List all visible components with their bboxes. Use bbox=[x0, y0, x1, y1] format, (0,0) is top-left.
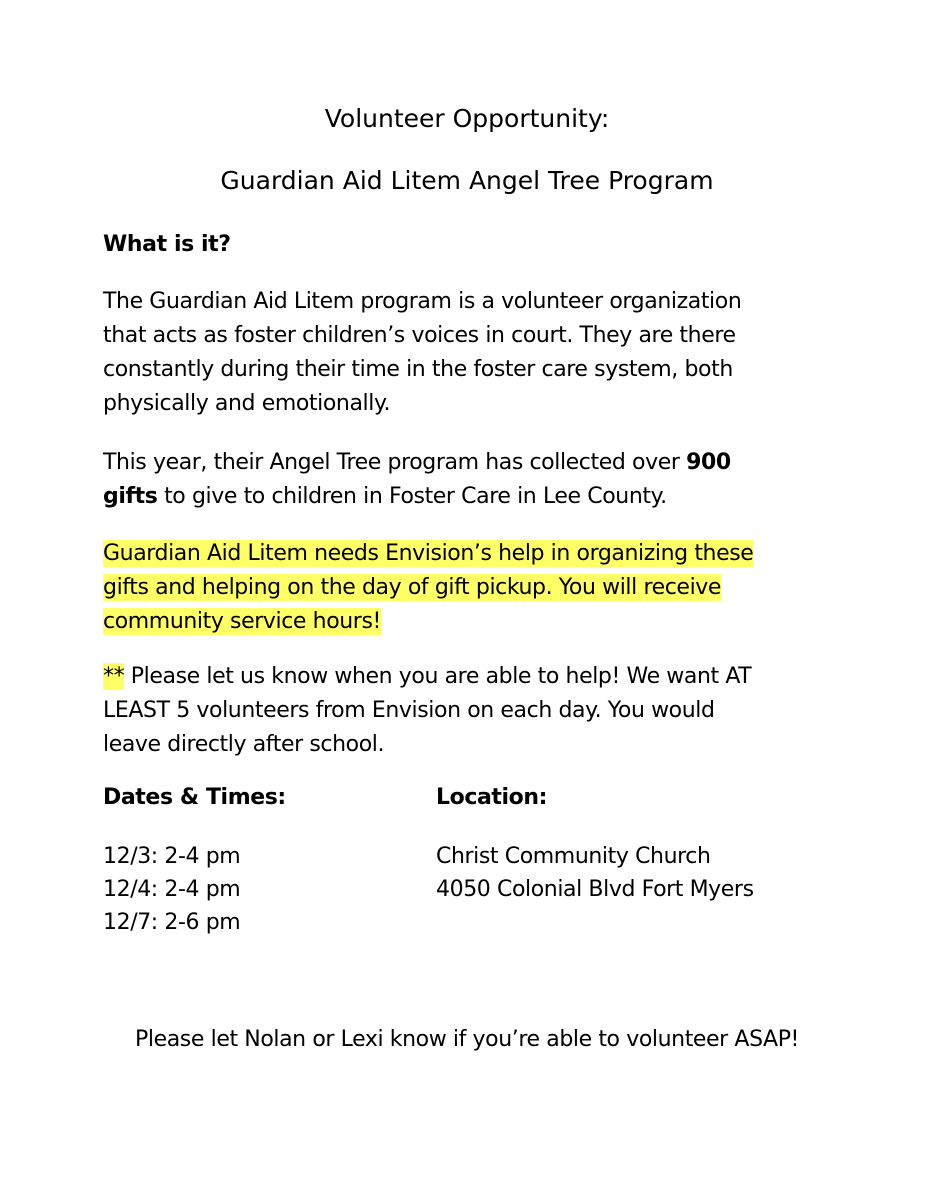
title-line-2: Guardian Aid Litem Angel Tree Program bbox=[220, 166, 714, 195]
gifts-word: gifts bbox=[103, 484, 158, 509]
gift-count-line-1 bbox=[103, 446, 823, 480]
highlighted-text: Guardian Aid Litem needs Envision’s help in organizing these bbox=[103, 541, 754, 566]
help-line bbox=[103, 537, 823, 571]
help-line bbox=[103, 571, 823, 605]
help-line bbox=[103, 605, 823, 639]
about-line: that acts as foster children’s voices in court. They are there bbox=[103, 323, 736, 348]
gift-count-paragraph bbox=[103, 446, 823, 514]
about-paragraph bbox=[103, 285, 823, 421]
date-item: 12/3: 2-4 pm bbox=[103, 844, 241, 869]
highlighted-text: community service hours! bbox=[103, 609, 381, 634]
about-line: physically and emotionally. bbox=[103, 391, 391, 416]
footer-call-to-action: Please let Nolan or Lexi know if you’re able to volunteer ASAP! bbox=[135, 1027, 799, 1052]
what-is-it-heading: What is it? bbox=[103, 232, 231, 257]
about-line: The Guardian Aid Litem program is a volunteer organization bbox=[103, 289, 742, 314]
gift-count-line-2 bbox=[103, 480, 823, 514]
date-item: 12/7: 2-6 pm bbox=[103, 910, 241, 935]
gift-count-text: This year, their Angel Tree program has collected over bbox=[103, 450, 687, 475]
note-text: Please let us know when you are able to help! We want AT bbox=[124, 664, 752, 689]
help-request-paragraph bbox=[103, 537, 823, 639]
note-marker: ** bbox=[103, 664, 125, 689]
note-line-2: LEAST 5 volunteers from Envision on each day. You would bbox=[103, 698, 715, 723]
note-line-3: leave directly after school. bbox=[103, 732, 385, 757]
dates-heading: Dates & Times: bbox=[103, 785, 286, 810]
date-item: 12/4: 2-4 pm bbox=[103, 877, 241, 902]
highlighted-text: gifts and helping on the day of gift pickup. You will receive bbox=[103, 575, 722, 600]
gift-count-text-2: to give to children in Foster Care in Lee County. bbox=[157, 484, 667, 509]
about-line: constantly during their time in the foster care system, both bbox=[103, 357, 733, 382]
gift-count-number: 900 bbox=[686, 450, 731, 475]
location-address bbox=[436, 840, 754, 906]
note-paragraph bbox=[103, 660, 823, 762]
location-street: 4050 Colonial Blvd Fort Myers bbox=[436, 877, 754, 902]
dates-list bbox=[103, 840, 240, 939]
title-line-1: Volunteer Opportunity: bbox=[324, 104, 610, 133]
note-line-1 bbox=[103, 660, 823, 694]
location-name: Christ Community Church bbox=[436, 844, 711, 869]
location-heading: Location: bbox=[436, 785, 548, 810]
